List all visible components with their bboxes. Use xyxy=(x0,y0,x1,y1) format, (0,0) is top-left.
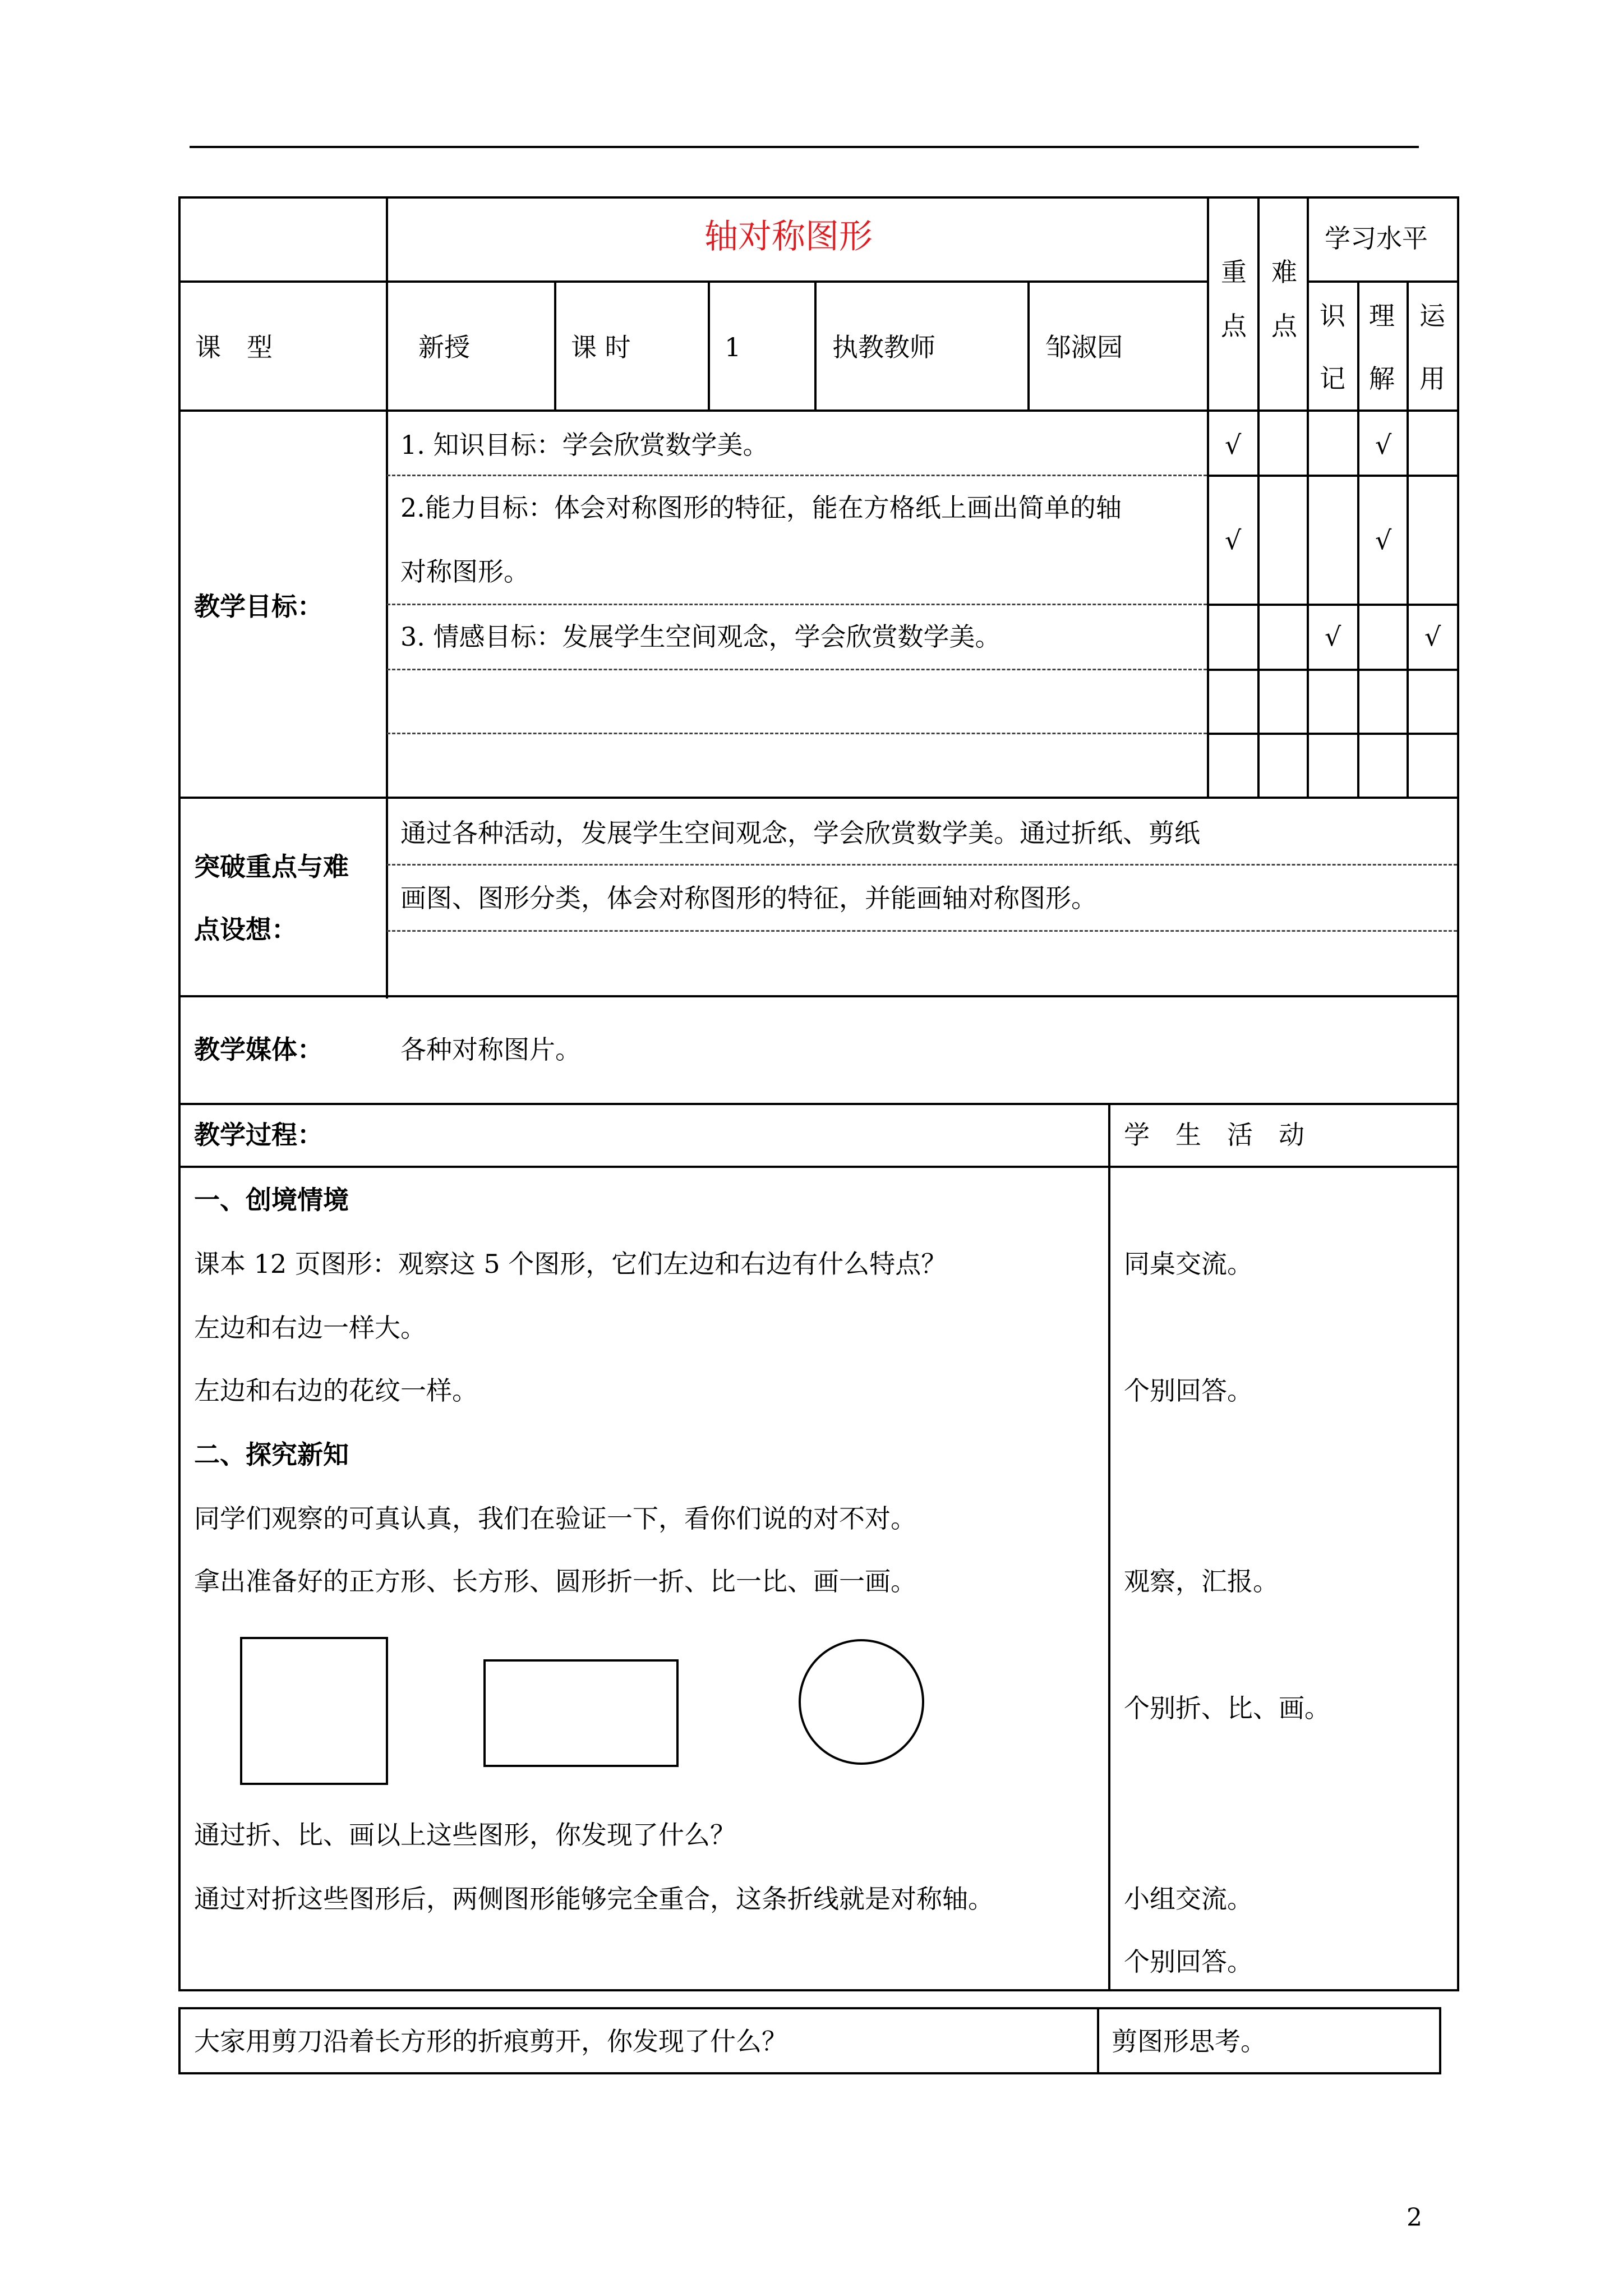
process-paragraph: 左边和右边一样大。 xyxy=(194,1313,426,1343)
objective-2-line2: 对称图形。 xyxy=(400,556,529,587)
objective-1: 1. 知识目标：学会欣赏数学美。 xyxy=(400,430,769,460)
lesson-hours-label: 课 时 xyxy=(571,332,631,362)
lesson-type-label: 课 型 xyxy=(195,332,273,362)
rectangle-shape xyxy=(485,1660,677,1766)
teacher-label: 执教教师 xyxy=(832,332,935,362)
process-label: 教学过程： xyxy=(194,1120,323,1150)
check-mark: √ xyxy=(1225,430,1242,460)
level-col-apply: 运 用 xyxy=(1419,301,1445,394)
process-paragraph: 拿出准备好的正方形、长方形、圆形折一折、比一比、画一画。 xyxy=(194,1566,916,1596)
page-number: 2 xyxy=(1407,2203,1422,2232)
breakthrough-text-line2: 画图、图形分类，体会对称图形的特征，并能画轴对称图形。 xyxy=(400,883,1097,913)
page-title: 轴对称图形 xyxy=(704,217,873,256)
process-paragraph: 通过对折这些图形后，两侧图形能够完全重合，这条折线就是对称轴。 xyxy=(194,1884,994,1914)
breakthrough-label-line2: 点设想： xyxy=(194,914,297,945)
student-activity: 同桌交流。 xyxy=(1124,1249,1253,1279)
bottom-student-activity: 剪图形思考。 xyxy=(1112,2026,1266,2056)
teacher-value: 邹淑园 xyxy=(1045,332,1123,362)
objective-2-line1: 2.能力目标：体会对称图形的特征，能在方格纸上画出简单的轴 xyxy=(400,493,1122,523)
student-activity: 个别折、比、画。 xyxy=(1124,1693,1330,1723)
breakthrough-label-line1: 突破重点与难 xyxy=(194,852,349,882)
section-heading: 二、探究新知 xyxy=(194,1439,349,1470)
student-activity-header: 学 生 活 动 xyxy=(1124,1120,1304,1150)
lesson-type-value: 新授 xyxy=(418,332,470,362)
breakthrough-text-line1: 通过各种活动，发展学生空间观念，学会欣赏数学美。通过折纸、剪纸 xyxy=(400,818,1200,848)
student-activity: 小组交流。 xyxy=(1124,1884,1253,1914)
key-point-header: 重 点 xyxy=(1221,257,1247,341)
process-paragraph: 左边和右边的花纹一样。 xyxy=(194,1375,478,1406)
level-col-memorize: 识 记 xyxy=(1320,301,1345,394)
student-activity: 观察，汇报。 xyxy=(1124,1566,1279,1596)
lesson-hours-value: 1 xyxy=(725,332,741,362)
student-activity: 个别回答。 xyxy=(1124,1375,1253,1406)
section-heading: 一、创境情境 xyxy=(194,1185,349,1215)
level-header: 学习水平 xyxy=(1325,223,1428,254)
check-mark: √ xyxy=(1325,622,1341,652)
difficulty-header: 难 点 xyxy=(1271,257,1297,341)
process-paragraph: 通过折、比、画以上这些图形，你发现了什么？ xyxy=(194,1820,736,1850)
bottom-question: 大家用剪刀沿着长方形的折痕剪开，你发现了什么？ xyxy=(194,2026,787,2056)
circle-shape xyxy=(800,1640,923,1764)
check-mark: √ xyxy=(1375,525,1392,555)
check-mark: √ xyxy=(1424,622,1441,652)
level-col-understand: 理 解 xyxy=(1369,301,1395,394)
square-shape xyxy=(241,1638,387,1784)
objectives-label: 教学目标： xyxy=(194,591,323,622)
process-paragraph: 同学们观察的可真认真，我们在验证一下，看你们说的对不对。 xyxy=(194,1503,916,1534)
check-mark: √ xyxy=(1225,525,1242,555)
process-paragraph: 课本 12 页图形：观察这 5 个图形，它们左边和右边有什么特点？ xyxy=(194,1249,947,1279)
student-activity: 个别回答。 xyxy=(1124,1947,1253,1977)
media-value: 各种对称图片。 xyxy=(400,1034,581,1065)
check-mark: √ xyxy=(1375,430,1392,460)
media-label: 教学媒体： xyxy=(194,1034,323,1065)
objective-3: 3. 情感目标：发展学生空间观念，学会欣赏数学美。 xyxy=(400,622,1001,652)
